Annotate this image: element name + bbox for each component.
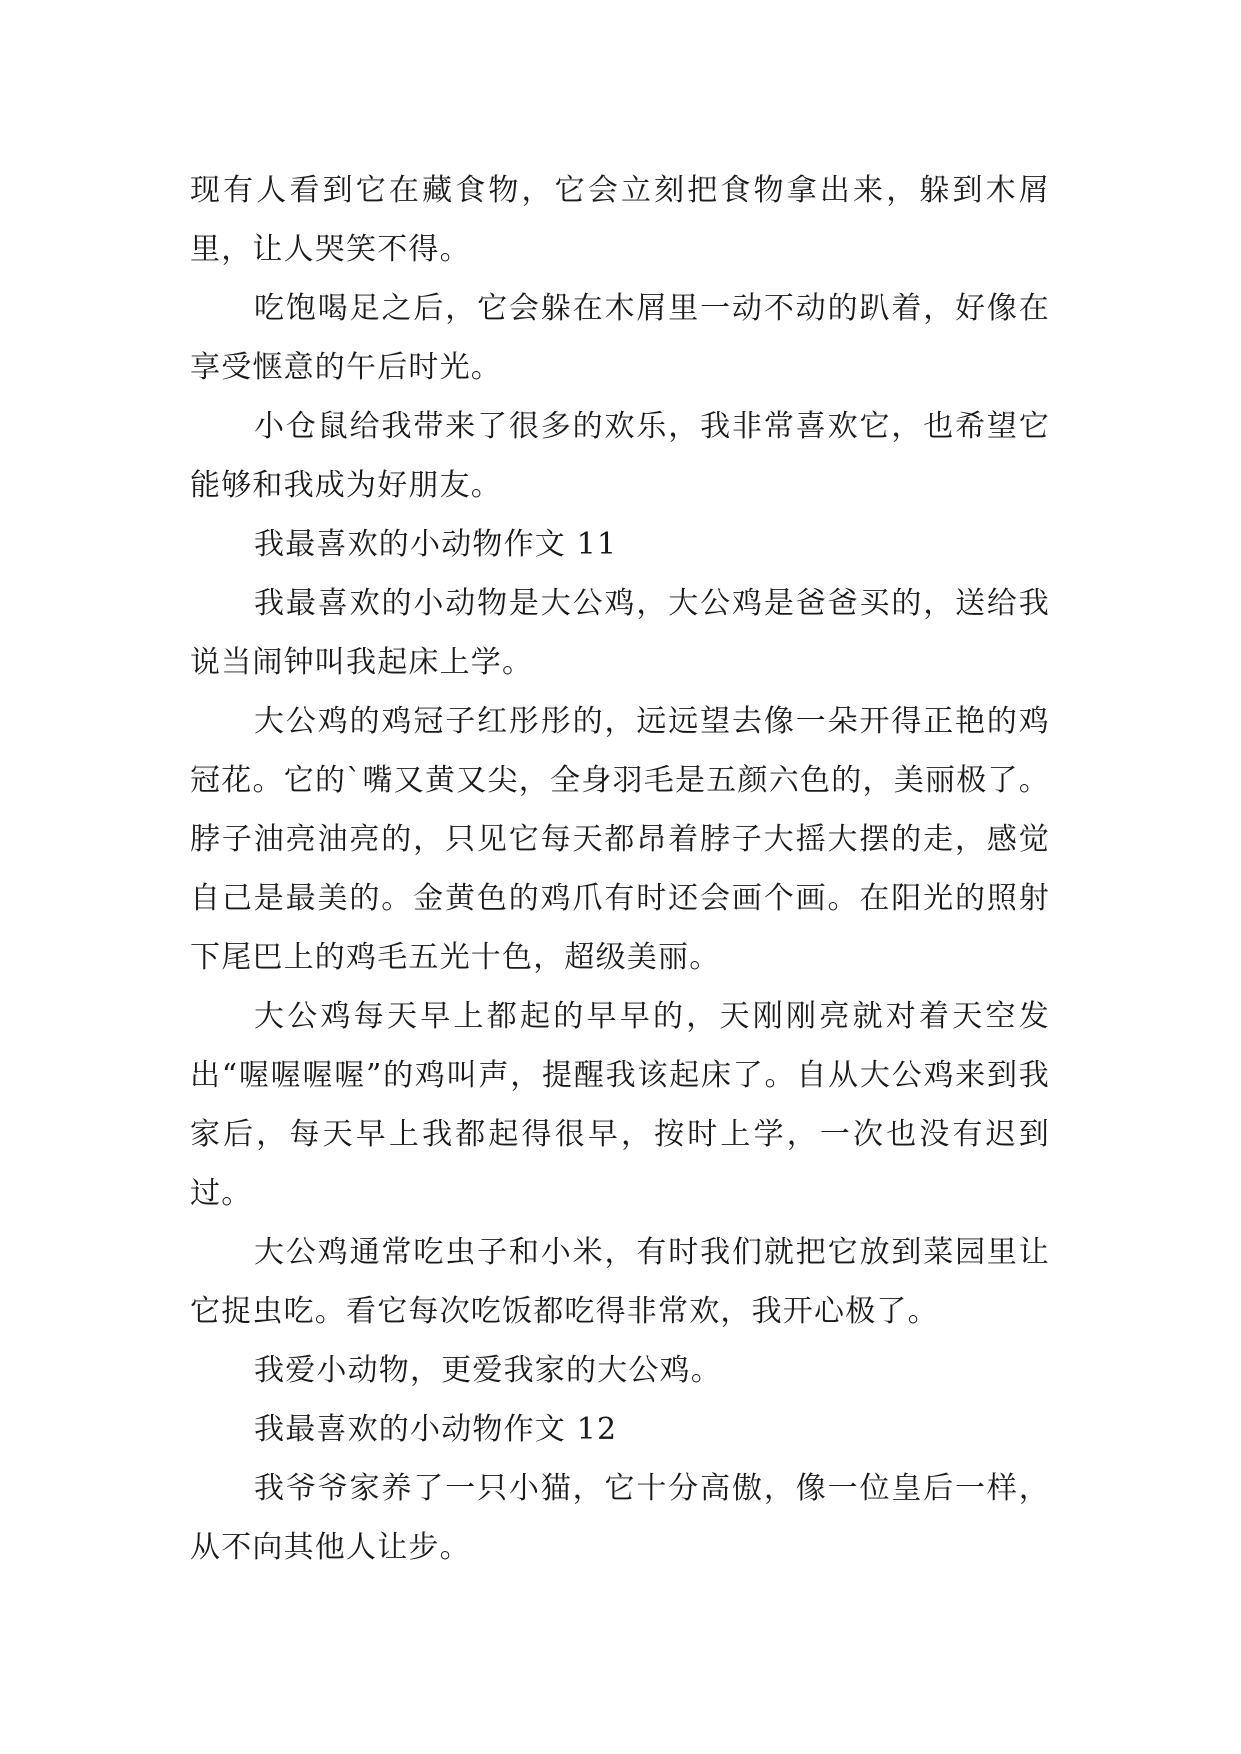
paragraph: 我爷爷家养了一只小猫，它十分高傲，像一位皇后一样，从不向其他人让步。 xyxy=(190,1471,1050,1565)
paragraph: 小仓鼠给我带来了很多的欢乐，我非常喜欢它，也希望它能够和我成为好朋友。 xyxy=(190,409,1050,503)
paragraph: 大公鸡每天早上都起的早早的，天刚刚亮就对着天空发出“喔喔喔喔”的鸡叫声，提醒我该起床了。自从大公鸡来到我家后，每天早上我都起得很早，按时上学，一次也没有迟到过。 xyxy=(190,999,1050,1211)
paragraph: 我爱小动物，更爱我家的大公鸡。 xyxy=(254,1353,722,1388)
paragraph: 我最喜欢的小动物是大公鸡，大公鸡是爸爸买的，送给我说当闹钟叫我起床上学。 xyxy=(190,586,1050,680)
paragraph: 大公鸡通常吃虫子和小米，有时我们就把它放到菜园里让它捉虫吃。看它每次吃饭都吃得非常欢，我开心极了。 xyxy=(190,1235,1050,1329)
paragraph: 大公鸡的鸡冠子红彤彤的，远远望去像一朵开得正艳的鸡冠花。它的`嘴又黄又尖，全身羽毛是五颜六色的，美丽极了。脖子油亮油亮的，只见它每天都昂着脖子大摇大摆的走，感觉自己是最美的。金黄色的鸡爪有时还会画个画。在阳光的照射下尾巴上的鸡毛五光十色，超级美丽。 xyxy=(190,704,1050,975)
section-heading: 我最喜欢的小动物作文 11 xyxy=(254,527,618,562)
paragraph-continuation: 现有人看到它在藏食物，它会立刻把食物拿出来，躲到木屑里，让人哭笑不得。 xyxy=(190,173,1050,267)
paragraph: 吃饱喝足之后，它会躲在木屑里一动不动的趴着，好像在享受惬意的午后时光。 xyxy=(190,291,1050,385)
document-body xyxy=(190,161,1050,1577)
section-heading: 我最喜欢的小动物作文 12 xyxy=(254,1412,618,1447)
